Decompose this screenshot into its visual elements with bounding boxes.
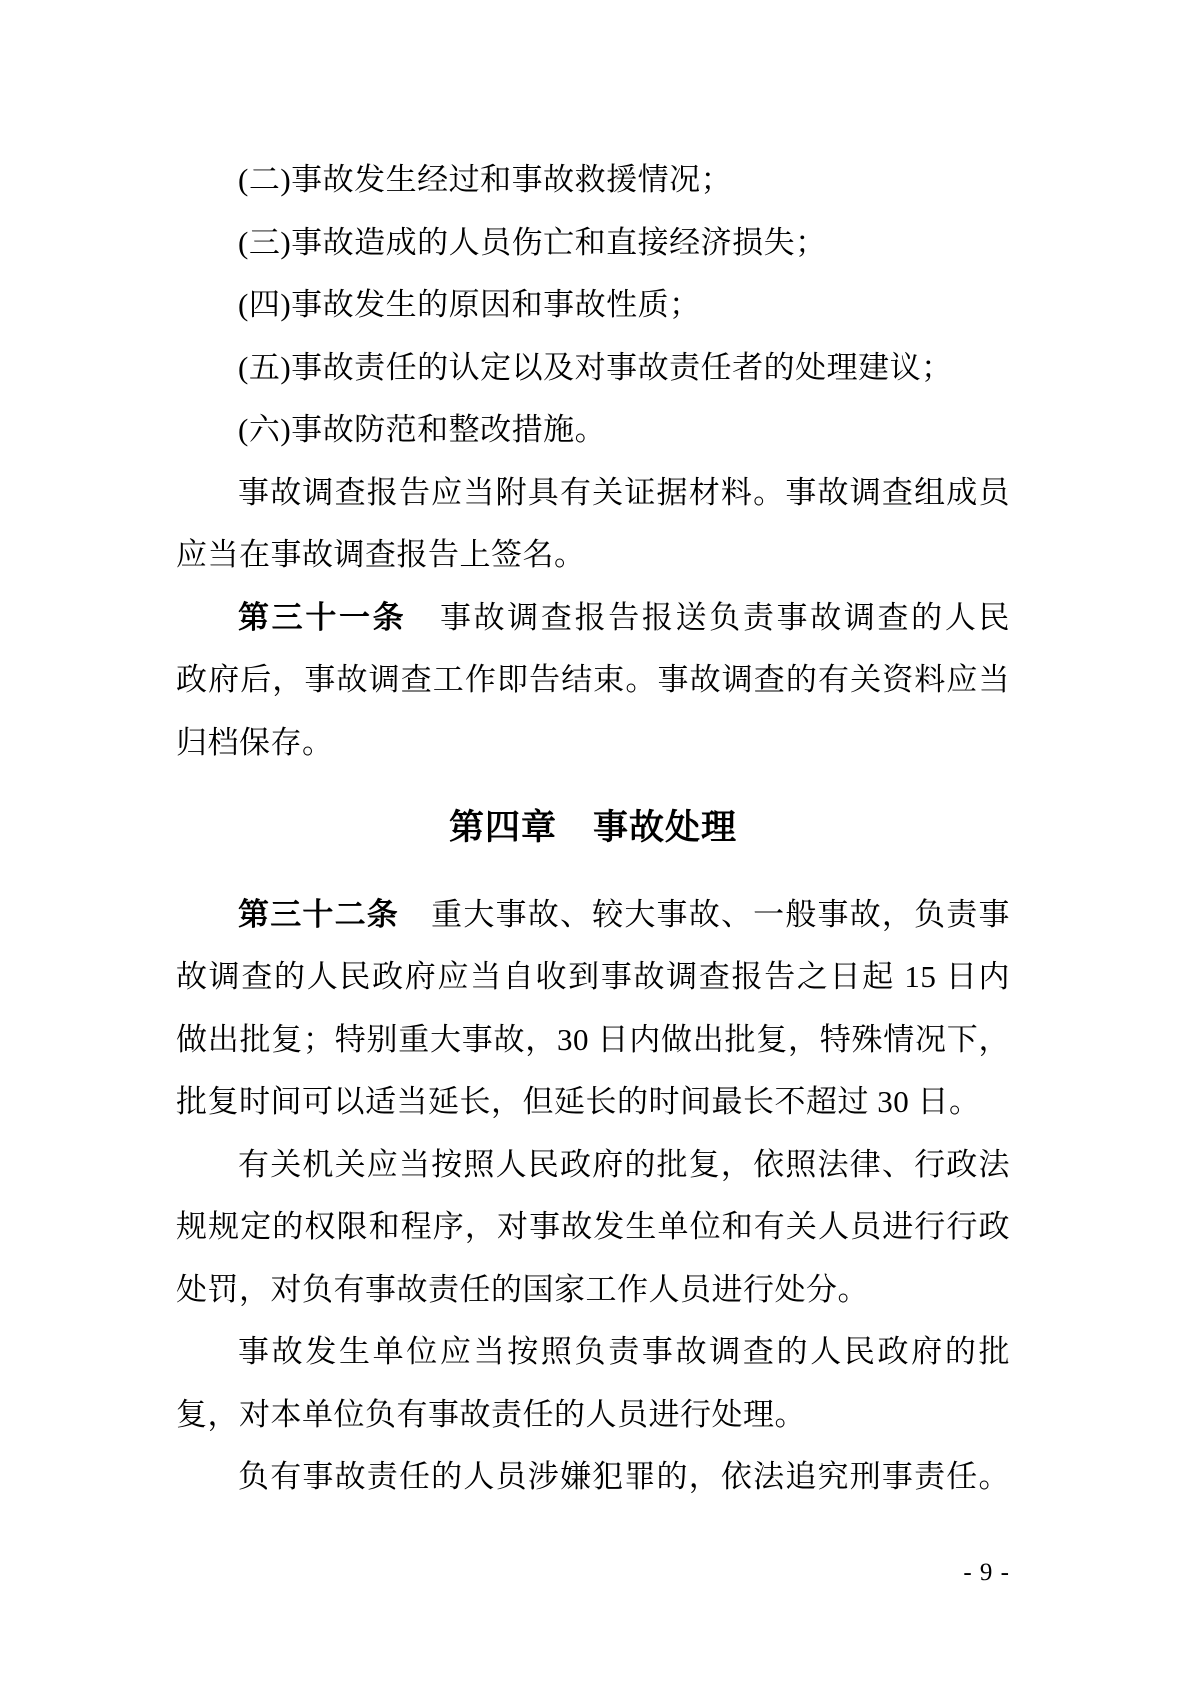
page-number: - 9 - — [963, 1559, 1010, 1586]
paragraph-line — [176, 884, 1010, 947]
list-item-line: (五)事故责任的认定以及对事故责任者的处理建议； — [238, 349, 953, 385]
paragraph-line: 应当在事故调查报告上签名。 — [176, 537, 586, 572]
list-item-line: (二)事故发生经过和事故救援情况； — [238, 162, 733, 197]
paragraph-line: 规规定的权限和程序，对事故发生单位和有关人员进行行政 — [176, 1209, 1010, 1244]
chapter-heading: 第四章 事故处理 — [448, 808, 737, 847]
list-item-line: (六)事故防范和整改措施。 — [238, 412, 607, 447]
article-number-label: 第三十一条 — [238, 599, 407, 635]
paragraph-line: 做出批复；特别重大事故，30 日内做出批复，特殊情况下， — [176, 1021, 1010, 1057]
article-number-label: 第三十二条 — [238, 896, 399, 932]
paragraph-line: 故调查的人民政府应当自收到事故调查报告之日起 15 日内 — [176, 959, 1010, 994]
paragraph-line: 有关机关应当按照人民政府的批复，依照法律、行政法 — [238, 1146, 1010, 1182]
paragraph-line: 政府后，事故调查工作即告结束。事故调查的有关资料应当 — [176, 662, 1010, 697]
list-item-line: (四)事故发生的原因和事故性质； — [238, 287, 701, 322]
paragraph-line — [176, 587, 1010, 650]
paragraph-line: 事故发生单位应当按照负责事故调查的人民政府的批 — [238, 1334, 1010, 1369]
document-body — [176, 149, 1010, 1509]
paragraph-line: 事故调查报告应当附具有关证据材料。事故调查组成员 — [238, 474, 1010, 510]
paragraph-text: 事故调查报告报送负责事故调查的人民 — [406, 599, 1010, 635]
paragraph-line: 负有事故责任的人员涉嫌犯罪的，依法追究刑事责任。 — [238, 1459, 1010, 1494]
paragraph-text: 重大事故、较大事故、一般事故，负责事 — [398, 896, 1011, 932]
paragraph-line: 处罚，对负有事故责任的国家工作人员进行处分。 — [176, 1271, 869, 1307]
paragraph-line: 归档保存。 — [176, 724, 334, 760]
paragraph-line: 复，对本单位负有事故责任的人员进行处理。 — [176, 1396, 806, 1432]
paragraph-line: 批复时间可以适当延长，但延长的时间最长不超过 30 日。 — [176, 1084, 981, 1119]
list-item-line: (三)事故造成的人员伤亡和直接经济损失； — [238, 224, 827, 260]
